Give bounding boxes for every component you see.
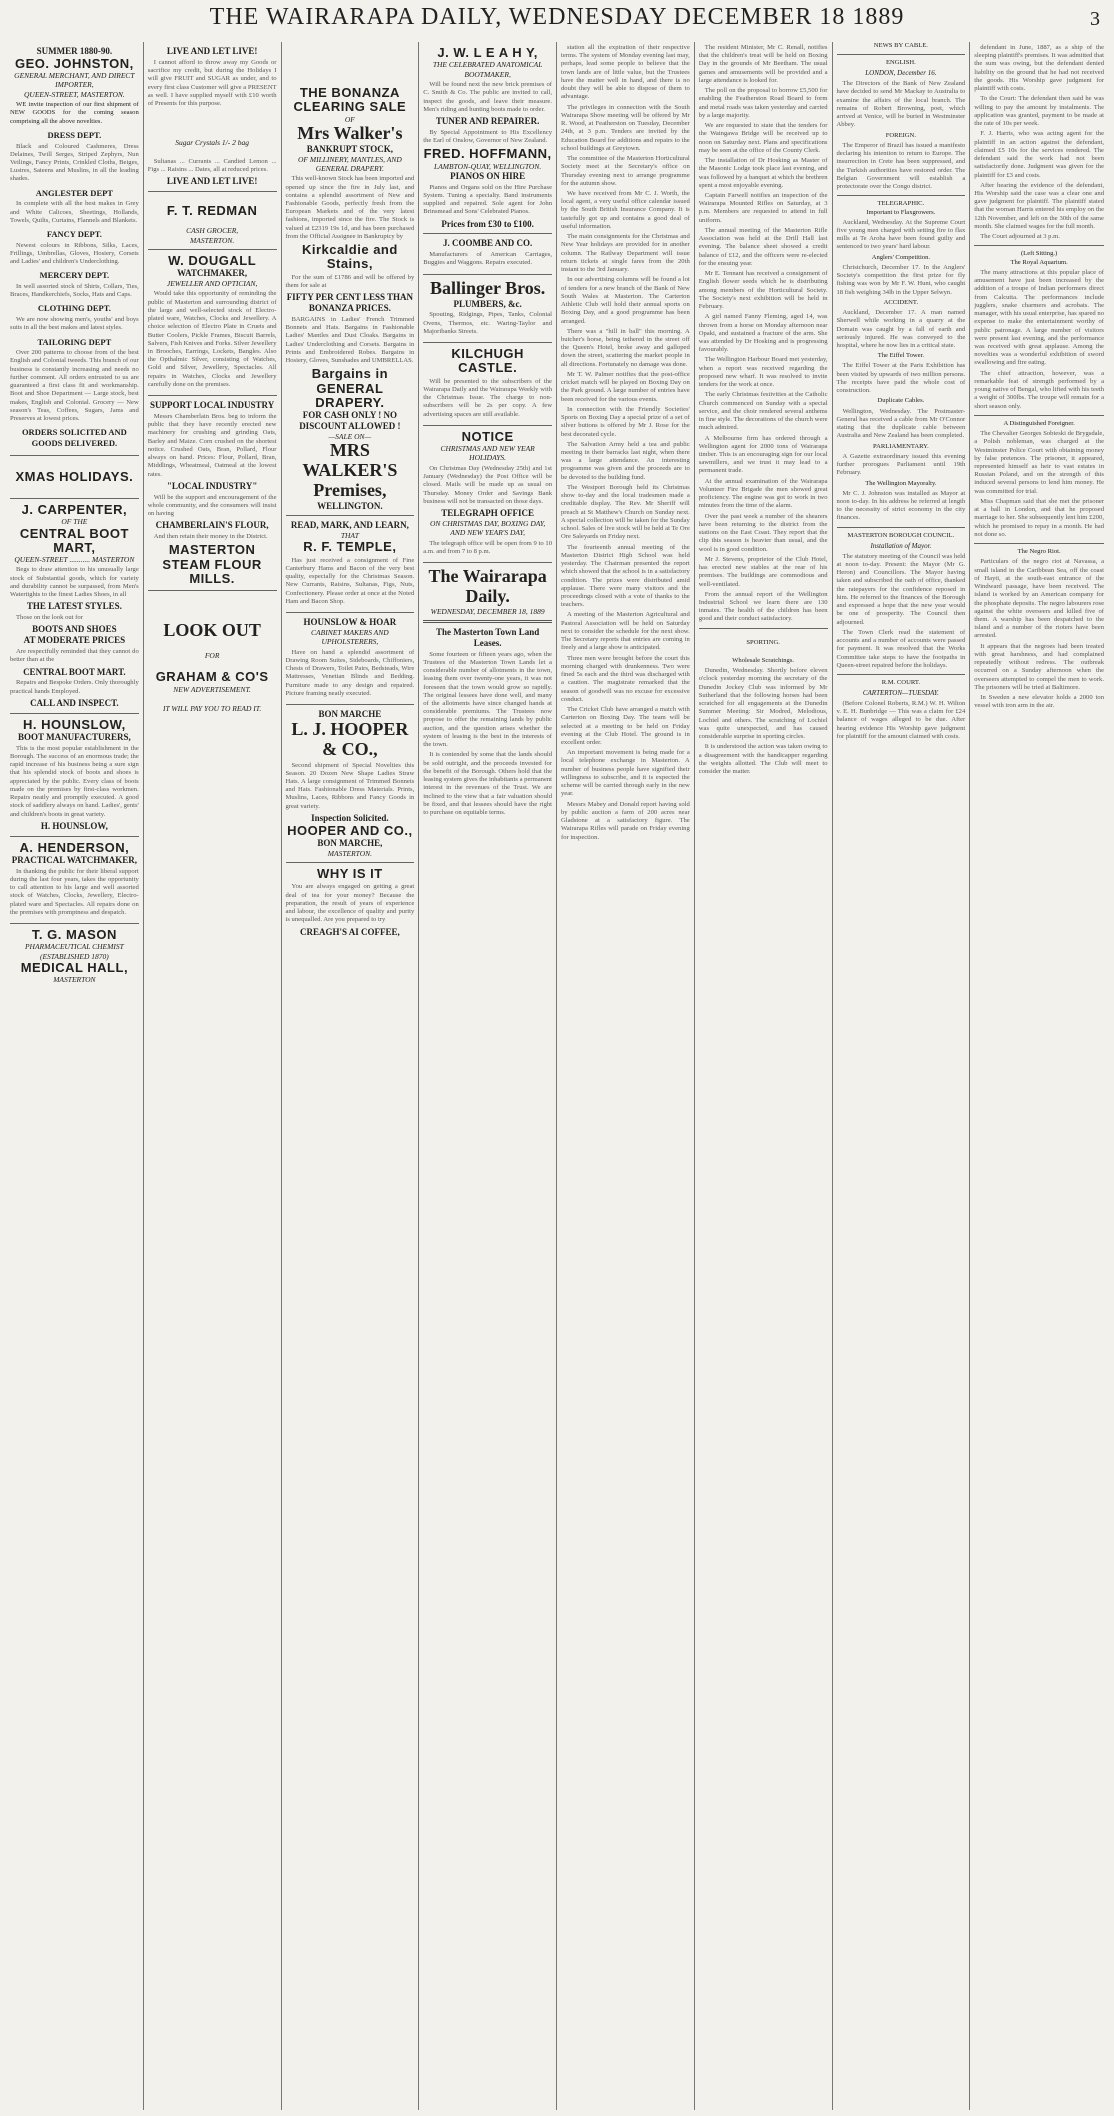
kilchugh: KILCHUGH CASTLE. — [451, 346, 524, 376]
column-3 — [282, 42, 420, 2110]
body-text: For the sum of £1786 and will be offered by them for sale at — [285, 273, 415, 290]
redman-name: F. T. REDMAN — [166, 202, 258, 218]
body-text: Will be found next the new brick premises of C. Smith & Co. The public are invited to call, inspect the goods, and leave their measure. Men's riding and hunting boots made to order. — [423, 81, 552, 113]
body-text: This is the most popular establishment in the Borough. The success of an enormous trade; the rapid increase of his business being a sure sign that his splendid stock of boots and shoes is appreciated by the public. Every class of boots made on the premises by first-class workmen. Repairs neatly and promptly executed. A good stock of saddlery always on hand. Ladies', gents' and children's boots in great variety. — [10, 744, 139, 818]
season-label: SUMMER 1880-90. — [36, 46, 113, 56]
hounslow-name: H. HOUNSLOW, — [22, 716, 126, 732]
redman-town: MASTERTON. — [190, 235, 235, 245]
telegraphic-heading: TELEGRAPHIC. — [877, 200, 925, 208]
aquarium-heading: The Royal Aquarium. — [1010, 258, 1068, 266]
inspection: Inspection Solicited. — [311, 812, 389, 823]
temple-ad — [286, 516, 415, 613]
creagh-name: CREAGH'S AI COFFEE, — [299, 926, 400, 937]
columns — [6, 42, 1108, 2110]
body-text: We have received from Mr C. J. Worth, the local agent, a very useful office calendar issued by the South British Insurance Company. It is tastefully got up and contains a good deal of useful information. — [561, 189, 690, 230]
advertiser-name: GEO. JOHNSTON, — [15, 55, 134, 71]
dept-heading: ANGLESTER DEPT — [35, 187, 113, 198]
body-text: The annual meeting of the Masterton Rifle Association was held at the Drill Hall last evening. The balance sheet showed a credit balance of £12, and the officers were re-elected for the ensuing year. — [698, 226, 828, 267]
kirkcaldie: Kirkcaldie and Stains, — [301, 242, 398, 272]
millinery: OF MILLINERY, MANTLES, AND GENERAL DRAPERY. — [297, 154, 402, 173]
carpenter-ad — [10, 499, 139, 714]
eiffel-heading: The Eiffel Tower. — [877, 352, 925, 360]
english-heading: ENGLISH. — [885, 59, 916, 67]
creagh-ad — [286, 863, 415, 941]
redman-trade: CASH GROCER, — [186, 226, 239, 236]
ballinger-trade: PLUMBERS, &c. — [453, 298, 522, 309]
body-text: Would take this opportunity of reminding the public of Masterton and surrounding district of the large and well-selected stock of Electro-plated ware, Watches, Clocks and Jewellery. A choice selection of Electro Plate in Cruets and Butter Coolers, Pickle Frames, Biscuit Barrels, Salvers, Fish Knives and Forks. Silver Jewellery in Brooches, Earrings, Lockets, Bangles. Also the Opthalmic Silver, consisting of Watches, Gold and Silver, Jewellery, Spectacles. All repairs in Watches, Clocks and Jewellery carefully done on the premises. — [147, 290, 277, 388]
body-text: In thanking the public for their liberal support during the last four years, takes the opportunity to call attention to his large and well assorted stock of Watches, Clocks, Jewellery, Electro-plated ware and Spectacles. All repairs done on the premises with promptness and despatch. — [10, 867, 139, 916]
carpenter-name: J. CARPENTER, — [21, 501, 128, 517]
lookout: LOOK OUT — [163, 620, 261, 641]
newspaper-title: THE WAIRARAPA DAILY, WEDNESDAY DECEMBER 18 1889 — [209, 4, 905, 30]
that: THAT — [340, 531, 359, 541]
body-text: Auckland, Wednesday. At the Supreme Court five young men charged with setting fire to flax mills at Te Aroha have been found guilty and sentenced to two years' hard labour. — [836, 218, 966, 251]
boots-heading: BOOTS AND SHOES — [32, 624, 117, 635]
cash-only: FOR CASH ONLY ! NO DISCOUNT ALLOWED ! — [299, 410, 401, 431]
body-text: Dunedin, Wednesday. Shortly before eleven o'clock yesterday morning the secretary of the Dunedin Jockey Club was informed by Mr Sutherland that the following horses had been scratched for all engagements at the Dunedin Summer Meeting: Sir Modred, Melodious, Lochiel and others. The scratching of Lochiel was quite unexpected, and has caused considerable surprise in sporting circles. — [698, 667, 828, 741]
lookout-for: FOR — [204, 651, 220, 661]
body-text: Manufacturers of American Carriages, Buggies and Waggons. Repairs executed. — [423, 251, 552, 267]
tuner: TUNER AND REPAIRER. — [435, 115, 540, 126]
body-text: To the Court: The defendant then said he was willing to pay the amount by instalments. The application was granted, payment to be made at the rate of 10s per week. — [974, 95, 1104, 128]
coombe-name: J. COOMBE AND CO. — [442, 238, 533, 249]
body-text: On Christmas Day (Wednesday 25th) and 1st January (Wednesday) the Post Office will be closed. Mails will be made up as usual on Thursday. Money Order and Savings Bank business will not be transacted on those days. — [423, 464, 552, 505]
sugar-line: Sugar Crystals 1/- 2 bag — [175, 138, 249, 148]
carpenter-of: OF THE — [61, 517, 88, 527]
clearing-heading: CLEARING SALE — [293, 99, 407, 115]
johnston-ad — [10, 42, 139, 456]
body-text: Auckland, December 17. A man named Sherwell while working in a quarry at the Domain was caught by a fall of earth and seriously injured. He was conveyed to the hospital, where he now lies in a critical state. — [836, 309, 966, 350]
xmas-ad — [10, 456, 139, 499]
column-2 — [144, 42, 282, 2110]
body-text: Three men were brought before the court this morning charged with drunkenness. Two were fined 5s each and the third was discharged with a caution. The magistrate remarked that the season of goodwill was no excuse for excessive conduct. — [561, 654, 690, 703]
body-text: Those on the look out for — [16, 614, 83, 622]
body-text: The fourteenth annual meeting of the Masterton District High School was held yesterday. The Chairman presented the report which showed that the school is in a satisfactory condition. The prizes were distributed amid applause. There were many visitors and the proceedings closed with a vote of thanks to the teachers. — [561, 543, 690, 609]
notice-ad — [423, 426, 552, 563]
body-text: Particulars of the negro riot at Navassa, a small island in the Caribbean Sea, off the coast of Hayti, at the south-east entrance of the Windward passage, have been received. The island is worked by an American company for the phosphate deposits. The negro labourers rose against the white overseers and killed five of them. A warship has been despatched to the island and a number of the rioters have been arrested. — [974, 558, 1104, 640]
advertiser-intro: WE invite inspection of our first shipment of NEW GOODS for the coming season comprising all the above novelties. — [10, 101, 139, 125]
hooper-name-2: HOOPER AND CO., — [287, 822, 413, 838]
scratchings-heading: Wholesale Scratchings. — [732, 656, 795, 664]
body-text: Mr T. W. Palmer notifies that the post-office cricket match will be played on Boxing Day on the Park ground. A large number of entries have been received for the various events. — [561, 370, 690, 403]
premises: MRS WALKER'S Premises, — [302, 440, 398, 500]
leader-heading: The Masterton Town Land Leases. — [435, 626, 540, 648]
body-text: The statutory meeting of the Council was held at noon to-day. Present: the Mayor (Mr G. Heron) and Councillors. The Mayor having taken and subscribed the oath of office, thanked the ratepayers for the confidence reposed in him. He referred to the finances of the Borough and expressed a hope that the new year would be one of prosperity. The Council then adjourned. — [836, 552, 966, 626]
kilchugh-ad — [423, 343, 552, 426]
dateline: LONDON, December 16. — [865, 69, 937, 78]
mason-trade: PHARMACEUTICAL CHEMIST — [24, 942, 124, 952]
mason-name: T. G. MASON — [31, 927, 117, 943]
body-text: Newest colours in Ribbons, Silks, Laces, Frillings, Umbrellas, Gloves, Hosiery, Corsets and Ladies' and children's Underclothing. — [10, 241, 139, 266]
hoffmann-name: FRED. HOFFMANN, — [423, 146, 552, 162]
steam-mills: STEAM FLOUR MILLS. — [162, 556, 262, 586]
body-text: The committee of the Masterton Horticultural Society meet at the Secretary's office on Thursday evening next to arrange programme for the autumn show. — [561, 155, 690, 187]
body-text: Messrs Chamberlain Bros. beg to inform the public that they have recently erected new machinery for crushing and grinding Oats, Barley and Maize. Corn crushed on the shortest notice. Crushed Oats, Bran, Pollard, Flour always on hand. Prices: Flour, Pollard, Bran, Middlings, Wheatmeal, Oatmeal at the lowest rates. — [147, 412, 277, 478]
premises-town: WELLINGTON. — [317, 500, 383, 511]
news-heading: NEWS BY CABLE. — [873, 42, 928, 49]
body-text: After hearing the evidence of the defendant, His Worship said the case was a clear one and gave judgment for plaintiff. The plaintiff stated that the woman Harris entered his employ on the 12th November, and left on the 30th of the same month. She claimed wages for the full month. — [974, 181, 1104, 230]
duplicate-heading: Duplicate Cables. — [877, 397, 925, 405]
column-6 — [695, 42, 833, 2110]
henderson-trade: PRACTICAL WATCHMAKER, — [11, 854, 137, 865]
body-text: The early Christmas festivities at the Catholic Church commenced on Sunday with a special service, and the choir rendered several anthems in fine style. The decorations of the church were much admired. — [698, 391, 828, 432]
advertiser-town: QUEEN-STREET, MASTERTON. — [23, 89, 125, 99]
body-text: The Court adjourned at 3 p.m. — [980, 233, 1060, 241]
body-text: The poll on the proposal to borrow £5,500 for enabling the Featherston Road Board to form and metal roads was taken yesterday and carried by a large majority. — [698, 87, 828, 119]
body-text: Mr E. Tennant has received a consignment of English flower seeds which he is distributing among members of the Horticultural Society. The Society's next exhibition will be held in February. — [698, 270, 828, 311]
court-heading: R.M. COURT. — [881, 678, 921, 686]
daily-date: WEDNESDAY, DECEMBER 18, 1889 — [430, 606, 545, 616]
dougall-name: W. DOUGALL — [168, 252, 257, 268]
flaxgrowers-heading: Important to Flaxgrowers. — [866, 208, 936, 216]
body-text: The Chevalier Georges Sobieski de Brygsdale, a Polish nobleman, was charged at the Westminster Police Court with obtaining money by false pretences. The prisoner, it appeared, represented himself as heir to vast estates in Russian Poland, and on the strength of this induced several persons to lend him money. He was committed for trial. — [974, 430, 1104, 495]
hooper-ad — [286, 705, 415, 863]
ballinger-ad — [423, 275, 552, 343]
live-heading-2: LIVE AND LET LIVE! — [166, 176, 258, 187]
call-inspect: CALL AND INSPECT. — [30, 697, 119, 708]
bon-marche: BON MARCHE — [318, 709, 382, 720]
body-text: In Sweden a new elevator holds a 2000 ton vessel with iron arm in the air. — [974, 694, 1104, 710]
body-text: It appears that the negroes had been treated with great harshness, and had complained repeatedly without redress. The outbreak occurred on a Sunday afternoon when the overseers attempted to compel the men to work. The prisoners will be tried at Baltimore. — [974, 642, 1104, 691]
bankrupt-stock: BANKRUPT STOCK, — [306, 143, 393, 154]
flour-name: CHAMBERLAIN'S FLOUR, — [155, 520, 269, 531]
body-text: There was a "hill in ball" this morning. A butcher's horse, being tethered in the street off the Queen's Hotel, broke away and galloped down the street, scattering the market people in all directions. Fortunately no damage was done. — [561, 327, 690, 368]
installation-heading: Installation of Mayor. — [870, 541, 932, 550]
mason-ad — [10, 924, 139, 989]
dougall-trade-2: JEWELLER AND OPTICIAN, — [166, 278, 258, 288]
page-number: 3 — [1090, 8, 1100, 30]
foreigner-heading: A Distinguished Foreigner. — [1003, 419, 1075, 427]
graham-pay: IT WILL PAY YOU TO READ IT. — [162, 704, 262, 714]
body-text: Mr J. Stevens, proprietor of the Club Hotel, has erected new stables at the rear of his premises. The buildings are commodious and well-ventilated. — [698, 555, 828, 588]
hooper-name: L. J. HOOPER & CO., — [291, 718, 409, 759]
body-text: By Special Appointment to His Excellency the Earl of Onslow, Governor of New Zealand. — [423, 128, 552, 145]
council-heading: MASTERTON BOROUGH COUNCIL. — [847, 531, 955, 539]
body-text: A meeting of the Masterton Agricultural and Pastoral Association will be held on Saturday next to consider the schedule for the next show. The Secretary reports that entries are coming in freely and a large show is anticipated. — [561, 611, 690, 652]
hounslow-ad — [10, 714, 139, 837]
body-text: Captain Farwell notifies an inspection of the Wairarapa Mounted Rifles on Saturday, at 3 p.m. Members are requested to attend in full uniform. — [698, 191, 828, 224]
body-text: The Directors of the Bank of New Zealand have decided to send Mr Mackay to Australia to examine the affairs of the local branch. The remains of Robert Browning, poet, which arrived at Venice, will be buried in Westminster Abbey. — [836, 80, 966, 129]
why-heading: WHY IS IT — [317, 866, 383, 882]
court-sub: CARTERTON—TUESDAY. — [862, 689, 939, 698]
body-text: Wellington, Wednesday. The Postmaster-General has received a cable from Mr O'Connor stating that the duplicate cable between Australia and New Zealand has been completed. — [836, 407, 966, 440]
body-text: Christchurch, December 17. In the Anglers' Society's competition the first prize for fly fishing was won by Mr F. W. Hunt, who caught 18 fish weighing 34lb in the Upper Selwyn. — [836, 263, 966, 296]
negro-heading: The Negro Riot. — [1017, 548, 1061, 556]
body-text: The Westport Borough held its Christmas show to-day and the local tradesmen made a creditable display. The Rev. Mr Sheriff will preach at St Matthew's Church on Sunday next. A special collection will be taken for the Sunday school. Sales of live stock will be held at Te Ore Ore Saleyards on Friday next. — [561, 483, 690, 541]
body-text: The many attractions at this popular place of amusement have just been increased by the addition of a troupe of Indian performers direct from Calcutta. The performances include jugglers, snake charmers and acrobats. The manager, with his usual enterprise, has spared no expense to make the entertainment worthy of public patronage. A large number of visitors were present last evening, and the performance was received with great applause. Among the novelties was a wonderful exhibition of sword swallowing and fire eating. — [974, 268, 1104, 367]
body-text: At the annual examination of the Wairarapa Volunteer Fire Brigade the men showed great proficiency. The engine was got to work in two minutes from the time of the alarm. — [698, 477, 828, 510]
local-industry: "LOCAL INDUSTRY" — [166, 480, 258, 491]
body-text: In well assorted stock of Shirts, Collars, Ties, Braces, Handkerchiefs, Socks, Hats and Caps. — [10, 283, 139, 299]
left-sitting: (Left Sitting.) — [1020, 250, 1058, 258]
graham-ad — [148, 591, 277, 717]
daily-name: The Wairarapa Daily. — [428, 566, 547, 606]
hoar-name: HOUNSLOW & HOAR — [303, 617, 397, 628]
body-text: Over the past week a number of the shearers have been returning to the district from the stations on the East Coast. They report that the clip this season is heavier than usual, and the wool is in good condition. — [698, 512, 828, 553]
central-boot-mart: CENTRAL BOOT MART. — [23, 666, 126, 677]
body-text: The Emperor of Brazil has issued a manifesto declaring his intention to return to Europe. The insurrection in Crete has been suppressed, and the Turkish authorities have restored order. The Belgian Government will establish a protectorate over the Congo district. — [836, 141, 966, 191]
notice-sub: CHRISTMAS AND NEW YEAR HOLIDAYS. — [440, 444, 535, 463]
bon-marche-2: BON MARCHE, — [317, 838, 383, 849]
body-text: (Before Colonel Roberts, R.M.) W. H. Wilton v. E. H. Bunbridge — This was a claim for £24 balance of wages alleged to be due. After hearing evidence His Worship gave judgment for plaintiff for the amount claimed with costs. — [836, 699, 966, 740]
body-text: The installation of Dr Hosking as Master of the Masonic Lodge took place last evening, and was followed by a banquet at which the brethren spent a most enjoyable evening. — [698, 157, 828, 189]
accident-heading: ACCIDENT. — [883, 298, 919, 306]
telegraph-sub: ON CHRISTMAS DAY, BOXING DAY, AND NEW YEAR'S DAY, — [429, 518, 546, 538]
body-text: The Salvation Army held a tea and public meeting in their barracks last night, when there was a large attendance. An interesting programme was given and the proceeds are to be devoted to the building fund. — [561, 440, 690, 481]
dougall-ad — [148, 250, 277, 396]
live-heading: LIVE AND LET LIVE! — [166, 46, 258, 56]
hounslow-trade: BOOT MANUFACTURERS, — [18, 731, 131, 742]
body-text: Begs to draw attention to his unusually large stock of Substantial goods, which for variety and durability cannot be surpassed, from Men's Watertights to the finest Ladies Shoes, in all — [10, 566, 139, 599]
henderson-name: A. HENDERSON, — [19, 839, 130, 855]
hounslow-name-2: H. HOUNSLOW, — [40, 820, 108, 831]
body-text: It is contended by some that the lands should be sold outright, and the proceeds invested for the benefit of the Borough. Others hold that the leasing system gives the inhabitants a permanent interest in the revenues of the Trust. We are inclined to the view that a fair valuation should be fixed, and that lessees should have the right to purchase on equitable terms. — [423, 751, 552, 817]
body-text: Black and Coloured Cashmeres, Dress Delaines, Twill Serges, Striped Zephyrs, Nun Veilings, Fancy Prints, Crinkled Cloths, Beiges, Lustres, Sateens and Muslins, in all the leading shades. — [10, 142, 139, 183]
graham-name: GRAHAM & CO'S — [155, 669, 269, 685]
dept-heading: MERCERY DEPT. — [39, 270, 110, 281]
body-text: And then retain their money in the District. — [153, 533, 268, 541]
dept-heading: TAILORING DEPT — [37, 336, 112, 347]
henderson-ad — [10, 837, 139, 925]
body-text: We are requested to state that the tenders for the Waingawa Bridge will be received up to noon on Saturday next. Plans and specifications may be seen at the office of the County Clerk. — [698, 122, 828, 154]
fifty-per-cent: FIFTY PER CENT LESS THAN BONANZA PRICES. — [286, 292, 414, 314]
mason-hall: MEDICAL HALL, — [20, 960, 129, 976]
advertiser-tagline: GENERAL MERCHANT, AND DIRECT IMPORTER, — [14, 71, 135, 90]
support-heading: SUPPORT LOCAL INDUSTRY — [150, 400, 275, 411]
body-text: A Gazette extraordinary issued this evening further prorogues Parliament until 19th February. — [836, 452, 966, 477]
body-text: The telegraph office will be open from 9 to 10 a.m. and from 7 to 8 p.m. — [423, 539, 552, 555]
body-text: Second shipment of Special Novelties this Season. 20 Dozen New Shape Ladies Straw Hats. A large consignment of Trimmed Bonnets and Hats. Fashionable Dress Materials. Prints, Muslins, Laces, Ribbons and Fancy Goods in great variety. — [285, 761, 415, 810]
body-text: Some fourteen or fifteen years ago, when the Trustees of the Masterton Town Lands let a considerable number of allotments in the town, leasing them over twenty-one years, it was not foreseen that the town would grow so rapidly. The original lessees have done well, and many of the allotments have since changed hands at considerable premiums. The Trustees now propose to offer the remaining lands by public auction, and the question arises whether the system of leasing is the best in the interests of the town. — [423, 650, 552, 749]
body-text: In complete with all the best makes in Grey and White Calicoes, Sheetings, Hollands, Towels, Quilts, Curtains, Flannels and Blankets. — [10, 200, 139, 224]
body-text: Mr C. J. Johnston was installed as Mayor at noon to-day. In his address he referred at length to the necessity of strict economy in the city finances. — [836, 489, 966, 522]
leahy-name: J. W. L E A H Y, — [437, 45, 538, 60]
sporting-heading: SPORTING. — [746, 638, 780, 646]
body-text: defendant in June, 1887, as a ship of the sleeping plaintiff's premises. It was admitted that the sum was owing, but the defendant denied liability on the ground that he had not received the goods. His Worship gave judgment for plaintiff with costs. — [974, 44, 1104, 93]
coombe-ad — [423, 234, 552, 274]
sale-at: —SALE ON— — [328, 431, 372, 441]
live-ad — [148, 42, 277, 192]
support-ad — [148, 396, 277, 591]
body-text: BARGAINS in Ladies' French Trimmed Bonnets and Hats. Bargains in Fashionable Ladies' Mantles and Dust Cloaks. Bargains in Ladies' Underclothing and Corsets. Bargains in Prints and Embroidered Robes. Bargains in Hosiery, Gloves, Sunshades and UMBRELLAS. — [285, 315, 415, 365]
body-text: We are now showing men's, youths' and boys suits in all the best makes and latest styles. — [10, 316, 139, 332]
hooper-town: MASTERTON. — [327, 848, 372, 858]
mason-est: (ESTABLISHED 1870) — [39, 951, 109, 961]
mayoralty-heading: The Wellington Mayoralty. — [865, 479, 937, 487]
read-mark: READ, MARK, AND LEARN, — [290, 520, 409, 531]
body-text: Repairs and Bespoke Orders. Only thoroughly practical hands Employed. — [10, 679, 139, 695]
body-text: The Town Clerk read the statement of accounts and a number of accounts were passed for payment. It was resolved that the Works Committee take steps to have the footpaths in Queen-street repaired before the holidays. — [836, 628, 966, 669]
mason-town: MASTERTON — [53, 975, 96, 985]
prices: Prices from £30 to £100. — [441, 218, 534, 229]
column-4 — [419, 42, 557, 2110]
body-text: From the annual report of the Wellington Industrial School we learn there are 130 inmates. The health of the children has been good and their conduct satisfactory. — [698, 590, 828, 623]
body-text: F. J. Harris, who was acting agent for the plaintiff in an action against the defendant, claimed £5 10s for the services rendered. The defendant said the work had not been satisfactorily done. Judgment was given for the plaintiff for £3 and costs. — [974, 130, 1104, 179]
notice-heading: NOTICE — [461, 428, 514, 444]
leahy-ad — [423, 42, 552, 234]
hoffmann-town: LAMBTON-QUAY, WELLINGTON. — [434, 161, 542, 171]
body-text: station all the expiration of their respective terms. The system of Monday evening last may, perhaps, lead some people to believe that the town lands are of little value, but the Trustees have the matter well in hand, and there is no doubt they will be able to dispose of them to advantage. — [561, 44, 690, 101]
body-text: Sultanas ... Currants ... Candied Lemon ... Figs ... Raisins ... Dates, all at reduced prices. — [147, 157, 277, 173]
anglers-heading: Anglers' Competition. — [871, 253, 931, 261]
ballinger-name: Ballinger Bros. — [429, 277, 546, 298]
graham-sub: NEW ADVERTISEMENT. — [173, 684, 251, 694]
walker-name: Mrs Walker's — [297, 122, 403, 143]
body-text: An important movement is being made for a local telephone exchange in Masterton. A number of business people have signified their willingness to subscribe, and it is expected the scheme will be carried through early in the new year. — [561, 749, 690, 798]
body-text: Spouting, Ridgings, Pipes, Tanks, Colonial Ovens, Thermos, etc. Waring-Taylor and Majoribanks Streets. — [423, 311, 552, 335]
orders-note: ORDERS SOLICITED AND GOODS DELIVERED. — [21, 427, 127, 448]
dept-heading: FANCY DEPT. — [46, 229, 102, 240]
body-text: This well-known Stock has been imported and opened up since the fire in July last, and contains a splendid assortment of New and Fashionable Goods, perfectly fresh from the European Markets and of the very latest fashions, imported since the fire. The Stock is valued at £2319 19s 1d, and has been purchased from the Official Assignee in Bankruptcy by — [285, 175, 415, 240]
body-text: Pianos and Organs sold on the Hire Purchase System. Tuning a specialty. Band instruments supplied and repaired. Sole agent for John Brinsmead and Sons' Celebrated Pianos. — [423, 183, 552, 216]
column-8 — [970, 42, 1108, 2110]
body-text: Will be presented to the subscribers of the Wairarapa Daily and the Wairarapa Weekly with the Christmas Issue. The charge to non-subscribers will be 2s per copy. A few advertising spaces are still available. — [423, 377, 552, 418]
body-text: Over 200 patterns to choose from of the best English and Colonial tweeds. This branch of our business is constantly increasing and needs no further comment. All orders entrusted to us are guaranteed a first class fit and workmanship. Boot and Shoe Department — Large stock, best makes, English and Colonial. Grocery — New season's Teas, Coffees, Sugars, Jams and Preserves at lowest prices. — [10, 349, 139, 423]
body-text: The privileges in connection with the South Wairarapa Show meeting will be offered by Mr R. Wood, at Featherston on Tuesday, December 24th, at 3 p.m. Tenders are invited by the Education Board for additions and repairs to the school buildings at Greytown. — [561, 103, 690, 152]
body-text: I cannot afford to throw away my Goods or sacrifice my credit, but during the Holidays I will give FRUIT and SUGAR as under, and to every first class Customer will give a PRESENT as well. I have supplied myself with £10 worth of Presents for this purpose. — [147, 58, 277, 107]
dept-heading: DRESS DEPT. — [47, 129, 102, 140]
body-text: In connection with the Friendly Societies' Sports on Boxing Day a special prize of a set of silver buttons is offered by Mr J. Rose for the best decorated cycle. — [561, 405, 690, 438]
body-text: The Wellington Harbour Board met yesterday, when a report was received regarding the proposed new wharf. It was resolved to invite tenders for the work at once. — [698, 356, 828, 389]
body-text: Are respectfully reminded that they cannot do better than at the — [10, 648, 139, 664]
foreign-heading: FOREIGN. — [885, 131, 916, 139]
leahy-trade: THE CELEBRATED ANATOMICAL BOOTMAKER, — [432, 60, 543, 79]
leader-section — [423, 563, 552, 823]
body-text: Miss Chapman said that she met the prisoner at a ball in London, and that he proposed marriage to her. She subsequently lent him £200, which he promised to repay in a month. He had not done so. — [974, 497, 1104, 538]
xmas-heading: XMAS HOLIDAYS. — [15, 468, 134, 484]
parliamentary-heading: PARLIAMENTARY. — [873, 442, 929, 450]
body-text: It is understood the action was taken owing to a disagreement with the handicapper regarding the weights allotted. The Club will meet to consider the matter. — [698, 743, 828, 775]
body-text: The chief attraction, however, was a remarkable feat of strength performed by a young native of Bengal, who lifted with his teeth a weight of 300lbs. The troupe will remain for a short season only. — [974, 369, 1104, 410]
telegraph-office: TELEGRAPH OFFICE — [441, 508, 534, 518]
latest-styles: THE LATEST STYLES. — [26, 601, 122, 612]
bonanza-heading: THE BONANZA — [299, 85, 400, 100]
body-text: The Eiffel Tower at the Paris Exhibition has been visited by upwards of two million persons. The receipts have paid the whole cost of construction. — [836, 362, 966, 395]
clearing-of: OF — [344, 114, 355, 124]
body-text: You are always engaged on getting a great deal of tea for your money? Because the preparation, the result of years of experience and labour, the excellence of quality and purity is unequalled. Are you prepared to try — [285, 883, 415, 924]
moderate-prices: AT MODERATE PRICES — [23, 635, 126, 646]
body-text: Messrs Mabey and Donald report having sold by public auction a farm of 200 acres near Gladstone at a satisfactory figure. The Wairarapa Rifles will parade on Friday evening for inspection. — [561, 800, 690, 841]
body-text: The resident Minister, Mr C. Renall, notifies that the children's treat will be held on Boxing Day in the grounds of Mr Beetham. The usual games and amusements will be provided and a large attendance is looked for. — [698, 44, 828, 84]
boot-mart: CENTRAL BOOT MART, — [19, 525, 129, 555]
pianos: PIANOS ON HIRE — [450, 170, 526, 181]
body-text: A girl named Fanny Fleming, aged 14, was thrown from a horse on Monday afternoon near Opaki, and sustained a fracture of the arm. She was attended by Dr Hosking and is progressing favourably. — [698, 313, 828, 354]
boot-mart-street: QUEEN-STREET ........... MASTERTON — [14, 555, 135, 565]
body-text: A Melbourne firm has ordered through a Wellington agent for 2000 tons of Wairarapa timber. This is an encouraging sign for our local sawmillers, and we trust it may lead to a permanent trade. — [698, 434, 828, 475]
hoar-trade: CABINET MAKERS AND UPHOLSTERERS, — [311, 627, 389, 647]
body-text: Have on hand a splendid assortment of Drawing Room Suites, Sideboards, Chiffoniers, Chests of Drawers, Toilet Pairs, Bedsteads, Wire Mattresses, Venetian Blinds and Bedding. Furniture made to any design and repaired. Picture framing neatly executed. — [285, 648, 415, 697]
body-text: The Cricket Club have arranged a match with Carterton on Boxing Day. The team will be selected at a meeting to be held on Friday evening at the Club Hotel. The ground is in excellent order. — [561, 706, 690, 746]
body-text: Will be the support and encouragement of the whole community, and the consumers will insist on having — [147, 493, 277, 518]
column-1 — [6, 42, 144, 2110]
redman-ad — [148, 192, 277, 250]
temple-name: R. F. TEMPLE, — [303, 539, 397, 555]
dept-heading: CLOTHING DEPT. — [37, 303, 111, 314]
body-text: The main consignments for the Christmas and New Year holidays are provided for in another column. The Railway Department will issue return tickets at single fares from the 20th instant to the 3rd January. — [561, 233, 690, 274]
dougall-trade: WATCHMAKER, — [177, 268, 248, 279]
masterton-mills: MASTERTON — [168, 542, 256, 558]
bonanza-ad — [286, 42, 415, 516]
column-5 — [557, 42, 695, 2110]
body-text: In our advertising columns will be found a lot of tenders for a new branch of the Bank of New South Wales at Masterton. The Carterton Athletic Club will hold their annual sports on Boxing Day, and a good programme has been arranged. — [561, 276, 690, 325]
body-text: Has just received a consignment of Fine Canterbury Hams and Bacon of the very best quality, especially for the Christmas Season. New Currants, Raisins, Sultanas, Figs, Nuts, Confectionery. Please order at once at the Noted Ham and Bacon Shop. — [285, 556, 415, 605]
column-7 — [833, 42, 971, 2110]
hoar-ad — [286, 613, 415, 705]
masthead — [0, 0, 1114, 42]
bargains: Bargains in GENERAL DRAPERY. — [311, 366, 389, 410]
